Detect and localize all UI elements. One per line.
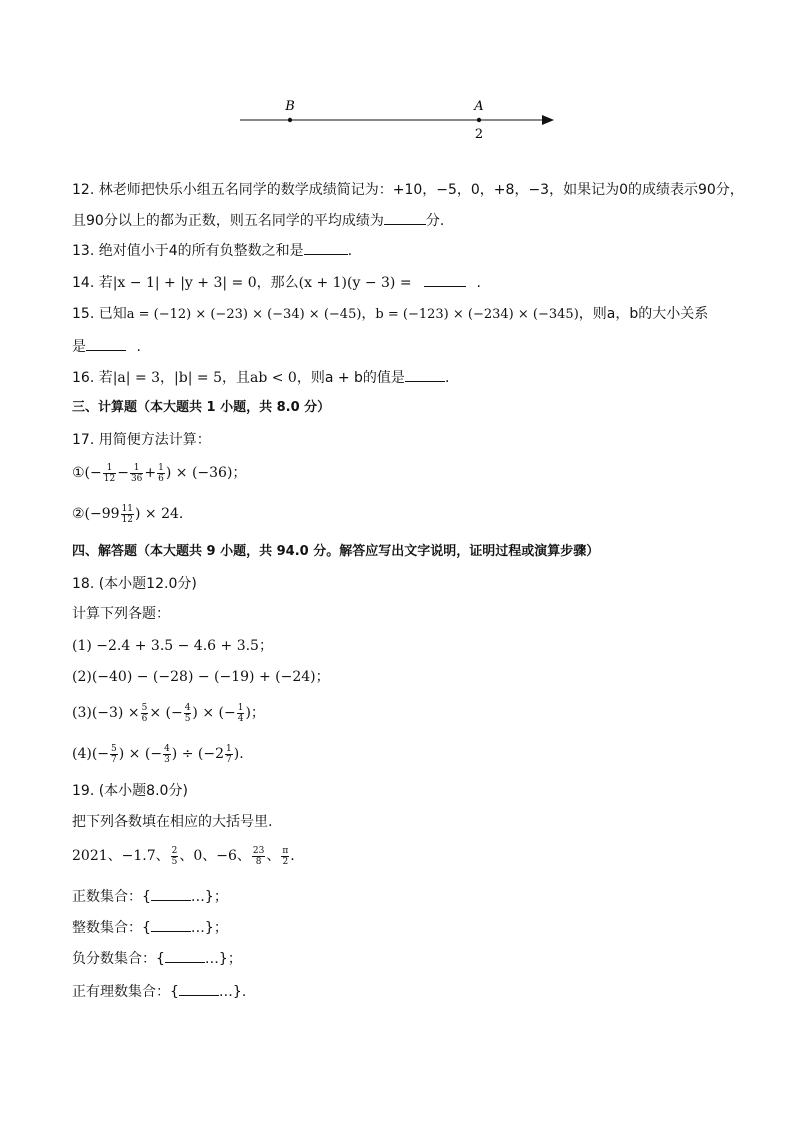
point-b-label: B xyxy=(285,99,295,114)
q15-expr-a: a = (−12) × (−23) × (−34) × (−45) xyxy=(126,307,362,322)
q12-line2: 且90分以上的都为正数，则五名同学的平均成绩为 分. xyxy=(72,210,444,231)
q14-line: 14. 若|x − 1| + |y + 3| = 0，那么(x + 1)(y − 3) = . xyxy=(72,272,481,293)
section3-heading: 三、计算题（本大题共 1 小题，共 8.0 分） xyxy=(72,400,331,415)
fraction: $\frac{4}{3}$ xyxy=(164,743,170,765)
point-b xyxy=(288,118,292,122)
fraction: $\frac{1}{36}$ xyxy=(130,462,143,484)
q12-line1: 12. 林老师把快乐小组五名同学的数学成绩简记为：+10，−5，0，+8，−3，如果记为0的成绩表示90分， xyxy=(72,182,744,198)
q19-numbers: 2021、−1.7、 $\frac{2}{5}$ 、0、−6、 $\frac{23}{8}$ 、 $\frac{\pi}{2}$ . xyxy=(72,845,295,867)
fraction: $\frac{1}{7}$ xyxy=(226,743,232,765)
fraction: $\frac{11}{12}$ xyxy=(121,503,134,525)
q15-line1: 15. 已知a = (−12) × (−23) × (−34) × (−45)，b = (−123) × (−234) × (−345)，则a，b的大小关系 xyxy=(72,306,709,322)
q15-answer-blank[interactable] xyxy=(86,336,126,351)
q12-answer-blank[interactable] xyxy=(384,210,426,225)
positive-rational-set-blank[interactable] xyxy=(179,981,219,996)
q15-line2: 是 . xyxy=(72,336,141,357)
fraction: $\frac{5}{6}$ xyxy=(141,702,148,724)
fraction: $\frac{4}{5}$ xyxy=(184,702,191,724)
q13-line: 13. 绝对值小于4的所有负整数之和是 . xyxy=(72,240,352,261)
fraction: $\frac{1}{12}$ xyxy=(103,462,116,484)
q18-part4: (4)(− $\frac{5}{7}$ ) × (− $\frac{4}{3}$ ) ÷ (−2 $\frac{1}{7}$ ). xyxy=(72,743,244,765)
q16-line: 16. 若|a| = 3，|b| = 5，且ab < 0，则a + b的值是 . xyxy=(72,367,449,388)
q15-expr-b: b = (−123) × (−234) × (−345) xyxy=(375,307,579,322)
q16-answer-blank[interactable] xyxy=(405,367,445,382)
point-a xyxy=(477,118,481,122)
fraction: $\frac{1}{6}$ xyxy=(158,462,164,484)
section4-heading: 四、解答题（本大题共 9 小题，共 94.0 分。解答应写出文字说明，证明过程或演算步骤） xyxy=(72,544,600,559)
q19-set-integer: 整数集合：{ …}； xyxy=(72,917,228,938)
number-line-figure xyxy=(236,92,566,144)
q18-part3: (3)(−3) × $\frac{5}{6}$ × (− $\frac{4}{5}$ ) × (− $\frac{1}{4}$ )； xyxy=(72,702,265,724)
q17-part2: ②(−99 $\frac{11}{12}$ ) × 24. xyxy=(72,503,184,525)
q13-answer-blank[interactable] xyxy=(304,240,348,255)
point-a-label: A xyxy=(474,99,484,114)
q14-expression: (x + 1)(y − 3) = xyxy=(298,275,412,291)
fraction: $\frac{23}{8}$ xyxy=(252,845,265,867)
q19-set-negative-fraction: 负分数集合：{ …}； xyxy=(72,948,242,969)
q19-stem: 把下列各数填在相应的大括号里. xyxy=(72,814,273,830)
positive-set-blank[interactable] xyxy=(151,886,191,901)
q18-header: 18. (本小题12.0分) xyxy=(72,576,197,592)
point-a-value: 2 xyxy=(474,127,484,142)
q14-condition: |x − 1| + |y + 3| = 0 xyxy=(112,275,257,291)
fraction: $\frac{2}{5}$ xyxy=(171,845,178,867)
q19-set-positive: 正数集合：{ …}； xyxy=(72,886,228,907)
q19-header: 19. (本小题8.0分) xyxy=(72,783,188,799)
q19-set-positive-rational: 正有理数集合：{ …}. xyxy=(72,981,246,1002)
fraction: $\frac{\pi}{2}$ xyxy=(282,845,289,867)
q14-answer-blank[interactable] xyxy=(424,272,466,287)
integer-set-blank[interactable] xyxy=(151,917,191,932)
fraction: $\frac{1}{4}$ xyxy=(237,702,244,724)
fraction: $\frac{5}{7}$ xyxy=(111,743,117,765)
q18-part1: (1) −2.4 + 3.5 − 4.6 + 3.5； xyxy=(72,638,273,654)
negative-fraction-set-blank[interactable] xyxy=(165,948,205,963)
q17-stem: 17. 用简便方法计算： xyxy=(72,432,211,448)
q18-stem: 计算下列各题： xyxy=(72,606,170,622)
arrow-right-icon xyxy=(542,115,554,125)
q17-part1: ①(− $\frac{1}{12}$ − $\frac{1}{36}$ + $\frac{1}{6}$ ) × (−36)； xyxy=(72,462,247,484)
q18-part2: (2)(−40) − (−28) − (−19) + (−24)； xyxy=(72,669,330,685)
q16-condition: |a| = 3，|b| = 5，且ab < 0 xyxy=(112,370,297,386)
